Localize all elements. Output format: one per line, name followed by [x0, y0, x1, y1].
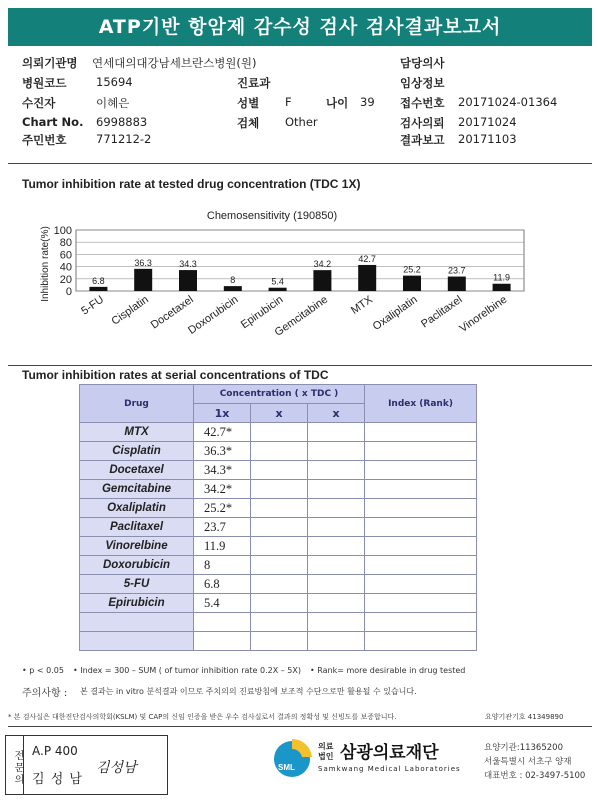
- section2-title: Tumor inhibition rates at serial concentrations of TDC: [22, 368, 329, 382]
- index-cell: [365, 594, 477, 613]
- sex-value: F: [285, 95, 292, 109]
- footer-divider: [8, 726, 592, 727]
- corp-type-2: 법인: [318, 752, 334, 761]
- category-label: Oxaliplatin: [370, 293, 420, 333]
- value-1x-cell: 34.3*: [194, 461, 251, 480]
- y-tick-label: 100: [53, 225, 72, 237]
- value-1x-cell: 25.2*: [194, 499, 251, 518]
- category-label: MTX: [349, 293, 375, 317]
- category-label: Paclitaxel: [419, 293, 465, 331]
- index-cell: [365, 613, 477, 632]
- drug-cell: Oxaliplatin: [80, 499, 194, 518]
- table-row: [80, 499, 477, 518]
- value-1x-cell: 8: [194, 556, 251, 575]
- y-tick-label: 20: [59, 273, 72, 286]
- specialist-code: A.P 400: [32, 744, 78, 758]
- value-1x-cell: 5.4: [194, 594, 251, 613]
- svg-text:김성남: 김성남: [96, 759, 137, 775]
- value-x3-cell: [308, 556, 365, 575]
- bar: [224, 286, 242, 291]
- value-x3-cell: [308, 613, 365, 632]
- index-cell: [365, 575, 477, 594]
- request-value: 20171024: [458, 115, 517, 129]
- bar: [269, 288, 287, 291]
- accession-label: 접수번호: [400, 96, 445, 110]
- value-x2-cell: [251, 537, 308, 556]
- drug-cell: Cisplatin: [80, 442, 194, 461]
- specialist-box: [5, 735, 168, 795]
- index-cell: [365, 518, 477, 537]
- value-x3-cell: [308, 632, 365, 651]
- value-1x-cell: 34.2*: [194, 480, 251, 499]
- category-label: Doxorubicin: [186, 293, 241, 337]
- table-row: [80, 423, 477, 442]
- corp-phone: 대표번호 : 02-3497-5100: [484, 771, 586, 781]
- note-rank: • Rank= more desirable in drug tested: [310, 666, 466, 675]
- bar: [493, 284, 511, 291]
- value-1x-cell: 36.3*: [194, 442, 251, 461]
- table-row: [80, 632, 477, 651]
- caution-text: 본 결과는 in vitro 분석결과 이므로 주치의의 진료방침에 보조적 수단으로만 활용될 수 있습니다.: [80, 687, 417, 696]
- value-x3-cell: [308, 480, 365, 499]
- bar-value-label: 36.3: [134, 257, 152, 268]
- resident-label: 주민번호: [22, 133, 67, 147]
- drug-cell: 5-FU: [80, 575, 194, 594]
- index-header: Index (Rank): [365, 385, 477, 423]
- bar-value-label: 8: [230, 275, 236, 286]
- hospital-value: 연세대의대강남세브란스병원(원): [92, 56, 257, 70]
- index-cell: [365, 442, 477, 461]
- value-x3-cell: [308, 518, 365, 537]
- corp-name: 삼광의료재단: [340, 743, 439, 763]
- table-row: [80, 594, 477, 613]
- receiver-value: 이혜은: [96, 96, 130, 110]
- value-x3-cell: [308, 575, 365, 594]
- value-1x-cell: 23.7: [194, 518, 251, 537]
- value-x2-cell: [251, 442, 308, 461]
- subheader-x-2: x: [251, 404, 308, 423]
- note-p-value: • p < 0.05: [22, 666, 64, 675]
- drug-cell: [80, 632, 194, 651]
- value-x3-cell: [308, 537, 365, 556]
- bar: [448, 277, 466, 291]
- request-label: 검사의뢰: [400, 116, 445, 130]
- value-x3-cell: [308, 461, 365, 480]
- bar-value-label: 23.7: [448, 265, 466, 276]
- hospcode-value: 15694: [96, 75, 133, 89]
- table-row: [80, 442, 477, 461]
- value-x3-cell: [308, 442, 365, 461]
- drug-cell: Vinorelbine: [80, 537, 194, 556]
- tdc-results-table: [79, 384, 477, 651]
- value-x2-cell: [251, 613, 308, 632]
- doctor-label: 담당의사: [400, 56, 445, 70]
- age-value: 39: [360, 95, 375, 109]
- bar-value-label: 11.9: [493, 272, 511, 283]
- chart-y-axis-label: Inhibition rate(%): [40, 226, 51, 302]
- sml-logo-icon: [268, 735, 318, 785]
- chart-title: Chemosensitivity (190850): [206, 210, 338, 222]
- corp-address: 서울특별시 서초구 양재: [484, 757, 572, 767]
- value-1x-cell: [194, 632, 251, 651]
- corp-code: 요양기관:11365200: [484, 743, 563, 753]
- drug-cell: Paclitaxel: [80, 518, 194, 537]
- specimen-label: 검체: [237, 116, 260, 130]
- index-cell: [365, 423, 477, 442]
- drug-cell: Gemcitabine: [80, 480, 194, 499]
- concentration-header: Concentration ( x TDC ): [194, 385, 365, 404]
- value-x3-cell: [308, 594, 365, 613]
- bar: [89, 287, 107, 291]
- drug-cell: Docetaxel: [80, 461, 194, 480]
- chemosensitivity-chart: [30, 200, 550, 370]
- value-x2-cell: [251, 575, 308, 594]
- bar-value-label: 6.8: [92, 275, 105, 286]
- sex-label: 성별: [237, 96, 260, 110]
- subheader-1x: 1x: [194, 404, 251, 423]
- svg-text:SML: SML: [278, 763, 295, 772]
- hospital-label: 의뢰기관명: [22, 56, 78, 70]
- drug-cell: [80, 613, 194, 632]
- bar-value-label: 34.3: [179, 259, 197, 270]
- drug-cell: Doxorubicin: [80, 556, 194, 575]
- report-title: ATP기반 항암제 감수성 검사 검사결과보고서: [8, 8, 592, 46]
- hospcode-label: 병원코드: [22, 76, 67, 90]
- index-cell: [365, 480, 477, 499]
- report-date-label: 결과보고: [400, 133, 445, 147]
- corp-english-name: Samkwang Medical Laboratories: [318, 765, 461, 773]
- bar: [134, 269, 152, 291]
- value-x2-cell: [251, 556, 308, 575]
- value-x2-cell: [251, 594, 308, 613]
- value-x2-cell: [251, 518, 308, 537]
- clinical-label: 임상정보: [400, 76, 445, 90]
- specialist-label: 전문의: [6, 736, 24, 794]
- bar: [403, 276, 421, 291]
- value-x2-cell: [251, 423, 308, 442]
- drug-header: Drug: [80, 385, 194, 423]
- table-row: [80, 480, 477, 499]
- category-label: Cisplatin: [109, 293, 151, 328]
- bar-value-label: 5.4: [271, 276, 284, 287]
- index-cell: [365, 499, 477, 518]
- value-x3-cell: [308, 423, 365, 442]
- bar: [358, 265, 376, 291]
- drug-cell: Epirubicin: [80, 594, 194, 613]
- note-index: • Index = 300 – SUM ( of tumor inhibition rate 0.2X – 5X): [73, 666, 301, 675]
- receiver-label: 수진자: [22, 96, 56, 110]
- dept-label: 진료과: [237, 76, 271, 90]
- index-cell: [365, 632, 477, 651]
- table-row: [80, 575, 477, 594]
- resident-value: 771212-2: [96, 132, 152, 146]
- section1-title: Tumor inhibition rate at tested drug concentration (TDC 1X): [22, 177, 361, 191]
- chart-value: 6998883: [96, 115, 148, 129]
- category-label: 5-FU: [79, 293, 107, 318]
- table-row: [80, 518, 477, 537]
- table-row: [80, 613, 477, 632]
- bar-value-label: 42.7: [358, 253, 376, 264]
- subheader-x-3: x: [308, 404, 365, 423]
- table-row: [80, 556, 477, 575]
- index-cell: [365, 461, 477, 480]
- institution-code: 요양기관기호 41349890: [485, 713, 564, 721]
- value-1x-cell: 11.9: [194, 537, 251, 556]
- certification-note: * 본 검사실은 대한진단검사의학회(KSLM) 및 CAP의 신임 인증을 받은 우수 검사실로서 결과의 정확성 및 신빙도를 보증합니다.: [8, 713, 397, 721]
- value-1x-cell: 6.8: [194, 575, 251, 594]
- y-tick-label: 40: [59, 261, 72, 274]
- value-x2-cell: [251, 632, 308, 651]
- specialist-name: 김 성 남: [32, 772, 83, 787]
- value-x2-cell: [251, 480, 308, 499]
- chart-label: Chart No.: [22, 115, 84, 129]
- category-label: Vinorelbine: [457, 293, 510, 335]
- accession-value: 20171024-01364: [458, 95, 558, 109]
- report-date-value: 20171103: [458, 132, 517, 146]
- category-label: Gemcitabine: [272, 293, 331, 339]
- signature: [94, 748, 144, 782]
- value-1x-cell: [194, 613, 251, 632]
- index-cell: [365, 556, 477, 575]
- drug-cell: MTX: [80, 423, 194, 442]
- info-divider: [8, 163, 592, 164]
- specimen-value: Other: [285, 115, 318, 129]
- y-tick-label: 0: [65, 286, 72, 298]
- bar-value-label: 34.2: [313, 259, 332, 270]
- index-cell: [365, 537, 477, 556]
- value-x2-cell: [251, 499, 308, 518]
- bar: [179, 270, 197, 291]
- caution-label: 주의사항 :: [22, 688, 68, 699]
- bar: [313, 270, 331, 291]
- y-tick-label: 60: [59, 249, 72, 262]
- corp-type-1: 의료: [318, 742, 334, 751]
- value-x2-cell: [251, 461, 308, 480]
- y-tick-label: 80: [59, 237, 72, 250]
- bar-value-label: 25.2: [403, 264, 421, 275]
- age-label: 나이: [326, 96, 349, 110]
- table-row: [80, 461, 477, 480]
- value-x3-cell: [308, 499, 365, 518]
- category-label: Epirubicin: [238, 293, 286, 332]
- table-row: [80, 537, 477, 556]
- chart-divider: [8, 365, 592, 366]
- category-label: Docetaxel: [148, 293, 196, 332]
- value-1x-cell: 42.7*: [194, 423, 251, 442]
